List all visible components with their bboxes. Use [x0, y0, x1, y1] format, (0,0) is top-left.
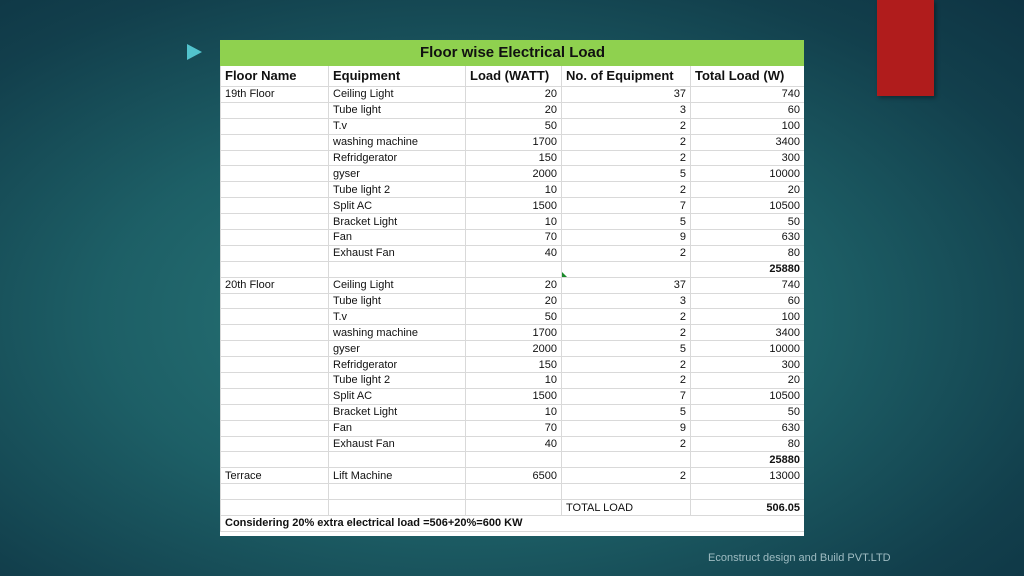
cell-floor-name	[221, 357, 329, 373]
cell-no-of-equipment: 37	[562, 87, 691, 103]
cell-equipment: Ceiling Light	[329, 277, 466, 293]
cell-floor-name	[221, 214, 329, 230]
table-row	[221, 198, 805, 214]
cell-no-of-equipment: 2	[562, 118, 691, 134]
cell-equipment: Tube light	[329, 102, 466, 118]
table-row	[221, 420, 805, 436]
cell-equipment: Ceiling Light	[329, 87, 466, 103]
table-row	[221, 404, 805, 420]
cell-total-load: 100	[691, 118, 805, 134]
cell-load-watt: 20	[466, 293, 562, 309]
cell-equipment: Split AC	[329, 388, 466, 404]
cell-floor-name	[221, 309, 329, 325]
table-row	[221, 341, 805, 357]
cell-no-of-equipment: 9	[562, 230, 691, 246]
table-row	[221, 118, 805, 134]
cell-total-load: 3400	[691, 325, 805, 341]
cell-no-of-equipment: 2	[562, 373, 691, 389]
cell-equipment: T.v	[329, 309, 466, 325]
cell-floor-name	[221, 118, 329, 134]
cell-floor-name	[221, 452, 329, 468]
bullet-arrow-icon	[187, 44, 202, 60]
cell-load-watt: 1500	[466, 388, 562, 404]
cell-equipment: Split AC	[329, 198, 466, 214]
table-row	[221, 214, 805, 230]
cell-no-of-equipment: 2	[562, 436, 691, 452]
cell-load-watt: 1700	[466, 134, 562, 150]
cell-floor-name	[221, 150, 329, 166]
cell-load-watt: 20	[466, 277, 562, 293]
cell-no-of-equipment: 9	[562, 420, 691, 436]
cell-no-of-equipment: 2	[562, 325, 691, 341]
accent-tab	[877, 0, 934, 96]
table-row	[221, 452, 805, 468]
cell-floor-name	[221, 198, 329, 214]
cell-equipment: Exhaust Fan	[329, 436, 466, 452]
cell-equipment: Lift Machine	[329, 468, 466, 484]
cell-load-watt	[466, 500, 562, 516]
cell-total-load: 80	[691, 436, 805, 452]
cell-load-watt: 150	[466, 357, 562, 373]
cell-load-watt: 40	[466, 436, 562, 452]
cell-total-load: 630	[691, 420, 805, 436]
cell-total-load: 740	[691, 87, 805, 103]
cell-floor-name	[221, 134, 329, 150]
cell-load-watt: 70	[466, 230, 562, 246]
cell-floor-name	[221, 341, 329, 357]
cell-total-load: 13000	[691, 468, 805, 484]
table-row	[221, 102, 805, 118]
cell-total-load: 3400	[691, 134, 805, 150]
cell-equipment: Refridgerator	[329, 357, 466, 373]
cell-load-watt: 50	[466, 309, 562, 325]
cell-load-watt: 150	[466, 150, 562, 166]
cell-equipment	[329, 261, 466, 277]
cell-floor-name	[221, 484, 329, 500]
cell-equipment	[329, 452, 466, 468]
cell-no-of-equipment: 2	[562, 134, 691, 150]
cell-no-of-equipment: 2	[562, 150, 691, 166]
cell-no-of-equipment: 37	[562, 277, 691, 293]
cell-total-load: 25880	[691, 452, 805, 468]
column-header-total-load: Total Load (W)	[691, 66, 805, 87]
table-row	[221, 87, 805, 103]
cell-load-watt: 10	[466, 404, 562, 420]
cell-equipment: Tube light	[329, 293, 466, 309]
cell-floor-name	[221, 166, 329, 182]
table-row	[221, 373, 805, 389]
cell-load-watt: 40	[466, 245, 562, 261]
cell-no-of-equipment: 2	[562, 357, 691, 373]
cell-load-watt: 10	[466, 214, 562, 230]
cell-floor-name	[221, 293, 329, 309]
table-row	[221, 468, 805, 484]
footer-company-name: Econstruct design and Build PVT.LTD	[708, 552, 891, 564]
cell-load-watt: 10	[466, 182, 562, 198]
cell-load-watt	[466, 452, 562, 468]
cell-comment-marker	[562, 272, 567, 277]
cell-floor-name	[221, 182, 329, 198]
cell-equipment: gyser	[329, 341, 466, 357]
cell-floor-name: 19th Floor	[221, 87, 329, 103]
cell-no-of-equipment: 7	[562, 388, 691, 404]
cell-no-of-equipment	[562, 452, 691, 468]
column-header-no-of-equipment: No. of Equipment	[562, 66, 691, 87]
cell-floor-name	[221, 230, 329, 246]
cell-no-of-equipment: 7	[562, 198, 691, 214]
table-row	[221, 230, 805, 246]
cell-equipment: Tube light 2	[329, 373, 466, 389]
cell-equipment: Fan	[329, 230, 466, 246]
cell-total-load: 10500	[691, 388, 805, 404]
table-row	[221, 309, 805, 325]
cell-total-load: 10000	[691, 166, 805, 182]
cell-floor-name	[221, 245, 329, 261]
cell-no-of-equipment: TOTAL LOAD	[562, 500, 691, 516]
cell-floor-name	[221, 388, 329, 404]
cell-no-of-equipment: 3	[562, 293, 691, 309]
cell-no-of-equipment: 3	[562, 102, 691, 118]
table-row	[221, 134, 805, 150]
cell-floor-name: 20th Floor	[221, 277, 329, 293]
cell-total-load: 60	[691, 293, 805, 309]
electrical-load-table	[220, 40, 804, 532]
cell-total-load: 630	[691, 230, 805, 246]
cell-load-watt: 10	[466, 373, 562, 389]
cell-total-load: 60	[691, 102, 805, 118]
table-row	[221, 325, 805, 341]
cell-equipment: Exhaust Fan	[329, 245, 466, 261]
cell-equipment: washing machine	[329, 325, 466, 341]
cell-equipment	[329, 484, 466, 500]
cell-load-watt: 50	[466, 118, 562, 134]
cell-load-watt: 1500	[466, 198, 562, 214]
cell-no-of-equipment: 2	[562, 309, 691, 325]
cell-total-load	[691, 484, 805, 500]
table-title: Floor wise Electrical Load	[221, 41, 805, 66]
cell-no-of-equipment: 2	[562, 468, 691, 484]
note-row: Considering 20% extra electrical load =506+20%=600 KW	[221, 516, 805, 532]
column-header-load-watt: Load (WATT)	[466, 66, 562, 87]
cell-total-load: 506.05	[691, 500, 805, 516]
cell-total-load: 100	[691, 309, 805, 325]
cell-floor-name	[221, 373, 329, 389]
cell-no-of-equipment	[562, 261, 691, 277]
cell-no-of-equipment: 2	[562, 245, 691, 261]
cell-load-watt: 1700	[466, 325, 562, 341]
table-row	[221, 277, 805, 293]
cell-total-load: 80	[691, 245, 805, 261]
cell-total-load: 50	[691, 214, 805, 230]
cell-total-load: 20	[691, 373, 805, 389]
cell-total-load: 300	[691, 150, 805, 166]
cell-floor-name	[221, 102, 329, 118]
cell-equipment: Tube light 2	[329, 182, 466, 198]
cell-load-watt: 20	[466, 87, 562, 103]
spreadsheet-image	[220, 40, 804, 536]
table-row	[221, 293, 805, 309]
cell-total-load: 10500	[691, 198, 805, 214]
cell-equipment: Bracket Light	[329, 404, 466, 420]
cell-no-of-equipment: 5	[562, 404, 691, 420]
cell-no-of-equipment	[562, 484, 691, 500]
cell-floor-name	[221, 436, 329, 452]
table-row	[221, 500, 805, 516]
cell-load-watt: 2000	[466, 166, 562, 182]
table-row	[221, 388, 805, 404]
cell-floor-name: Terrace	[221, 468, 329, 484]
cell-floor-name	[221, 404, 329, 420]
cell-floor-name	[221, 420, 329, 436]
cell-load-watt: 20	[466, 102, 562, 118]
column-header-equipment: Equipment	[329, 66, 466, 87]
cell-total-load: 25880	[691, 261, 805, 277]
cell-equipment: gyser	[329, 166, 466, 182]
cell-floor-name	[221, 500, 329, 516]
cell-load-watt	[466, 261, 562, 277]
cell-load-watt: 6500	[466, 468, 562, 484]
table-row	[221, 261, 805, 277]
column-header-floor-name: Floor Name	[221, 66, 329, 87]
cell-total-load: 300	[691, 357, 805, 373]
cell-floor-name	[221, 261, 329, 277]
cell-total-load: 10000	[691, 341, 805, 357]
table-row	[221, 436, 805, 452]
cell-floor-name	[221, 325, 329, 341]
table-row	[221, 182, 805, 198]
cell-load-watt: 2000	[466, 341, 562, 357]
cell-no-of-equipment: 5	[562, 214, 691, 230]
cell-equipment: T.v	[329, 118, 466, 134]
cell-total-load: 740	[691, 277, 805, 293]
cell-total-load: 20	[691, 182, 805, 198]
table-row	[221, 484, 805, 500]
table-row	[221, 166, 805, 182]
cell-load-watt: 70	[466, 420, 562, 436]
cell-total-load: 50	[691, 404, 805, 420]
cell-no-of-equipment: 5	[562, 166, 691, 182]
cell-equipment	[329, 500, 466, 516]
table-row	[221, 150, 805, 166]
cell-no-of-equipment: 2	[562, 182, 691, 198]
table-row	[221, 357, 805, 373]
cell-equipment: washing machine	[329, 134, 466, 150]
cell-load-watt	[466, 484, 562, 500]
cell-equipment: Refridgerator	[329, 150, 466, 166]
cell-equipment: Fan	[329, 420, 466, 436]
cell-no-of-equipment: 5	[562, 341, 691, 357]
table-row	[221, 245, 805, 261]
cell-equipment: Bracket Light	[329, 214, 466, 230]
